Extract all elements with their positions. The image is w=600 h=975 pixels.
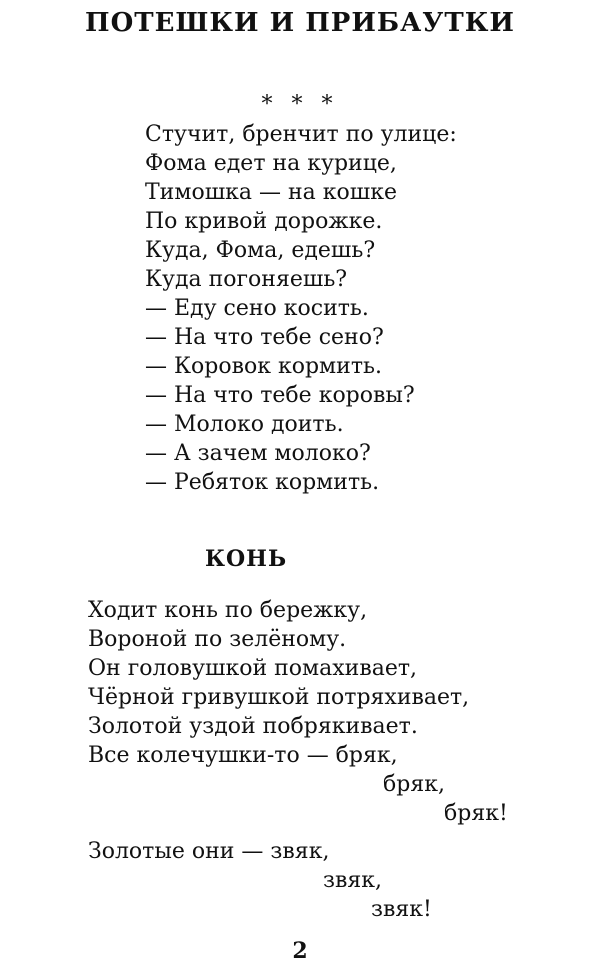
- poem-line: Вороной по зелёному.: [88, 627, 347, 652]
- page-title: ПОТЕШКИ И ПРИБАУТКИ: [85, 8, 515, 38]
- poem-line: — А зачем молоко?: [145, 441, 371, 466]
- poem-line: звяк,: [323, 868, 383, 893]
- poem-line: Он головушкой помахивает,: [88, 656, 418, 681]
- poem-line: — Еду сено косить.: [145, 296, 369, 321]
- poem-line: Тимошка — на кошке: [145, 180, 397, 205]
- poem-line: — На что тебе коровы?: [145, 383, 415, 408]
- poem-line: Ходит конь по бережку,: [88, 598, 368, 623]
- poem-title: КОНЬ: [205, 546, 288, 572]
- poem-line: — Коровок кормить.: [145, 354, 382, 379]
- poem-line: Стучит, бренчит по улице:: [145, 122, 457, 147]
- poem-line: Чёрной гривушкой потряхивает,: [88, 685, 470, 710]
- poem-line: — На что тебе сено?: [145, 325, 384, 350]
- section-separator: * * *: [261, 92, 339, 117]
- poem-line: По кривой дорожке.: [145, 209, 383, 234]
- poem-line: — Молоко доить.: [145, 412, 344, 437]
- poem-line: Все колечушки-то — бряк,: [88, 743, 398, 768]
- poem-line: бряк!: [444, 801, 508, 826]
- poem-verse: [0, 596, 600, 922]
- poem-line: Куда погоняешь?: [145, 267, 348, 292]
- poem-verse: [145, 120, 457, 497]
- poem-line: Золотые они — звяк,: [88, 839, 330, 864]
- page-number: 2: [292, 938, 308, 964]
- poem-line: — Ребяток кормить.: [145, 470, 380, 495]
- poem-line: Куда, Фома, едешь?: [145, 238, 376, 263]
- poem-line: Золотой уздой побрякивает.: [88, 714, 418, 739]
- poem-line: бряк,: [383, 772, 445, 797]
- poem-line: Фома едет на курице,: [145, 151, 397, 176]
- poem-line: звяк!: [371, 897, 432, 922]
